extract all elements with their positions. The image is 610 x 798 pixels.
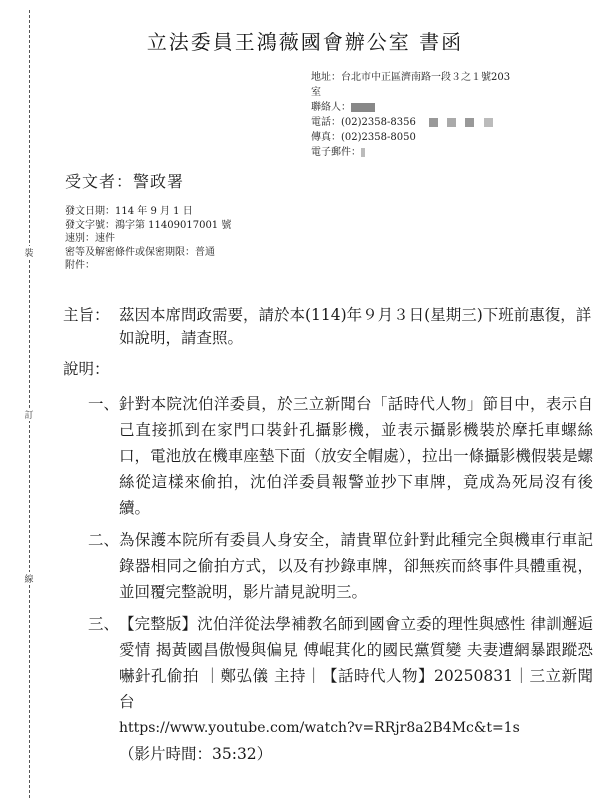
subject-label: 主旨： (63, 306, 110, 324)
document-meta (65, 205, 231, 273)
item-text: 【完整版】沈伯洋從法學補教名師到國會立委的理性與感性 律訓邂逅愛情 揭黃國昌傲慢與偏見 傅崐萁化的國民黨質變 夫妻遭網暴跟蹤恐嚇針孔偷拍 ｜鄭弘儀 主持｜【話時代人物】20250831｜三立新聞台 (119, 615, 593, 711)
address: 地址：台北市中正區濟南路一段３之１號203 (311, 72, 511, 83)
subject-text: 茲因本席問政需要，請於本(114)年９月３日(星期三)下班前惠復，詳如說明，請查照。 (119, 306, 592, 347)
redacted-name (351, 103, 375, 112)
binding-line (29, 10, 30, 798)
issue-date: 發文日期：114 年 9 月 1 日 (65, 206, 193, 217)
address-continued: 室 (311, 87, 321, 98)
video-duration: （影片時間：35:32） (119, 745, 273, 763)
explanation-item-3 (63, 611, 593, 767)
binding-mark-ding: 訂 (21, 408, 37, 421)
explanation-label: 說明： (63, 360, 110, 378)
redacted-mark (465, 118, 474, 127)
recipient: 受文者：警政署 (65, 172, 185, 191)
contact-person-label: 聯絡人： (311, 102, 351, 113)
subject (63, 304, 593, 350)
document-number: 發文字號：鴻字第 11409017001 號 (65, 219, 232, 231)
contact-block (311, 70, 581, 160)
redacted-mark (484, 118, 493, 127)
attachment: 附件： (65, 260, 95, 271)
phone: 電話：(02)2358-8356 (311, 117, 416, 128)
video-url[interactable]: https://www.youtube.com/watch?v=RRjr8a2B4Mc&t=1s (119, 720, 520, 736)
document-body (63, 304, 593, 767)
email-label: 電子郵件： (311, 147, 361, 158)
redacted-mark (447, 118, 456, 127)
item-number: 三、 (87, 615, 119, 633)
document-title: 立法委員王鴻薇國會辦公室 書函 (146, 30, 464, 54)
secrecy-level: 密等及解密條件或保密期限：普通 (65, 246, 215, 258)
redacted-mark (429, 118, 438, 127)
item-text: 為保護本院所有委員人身安全，請貴單位針對此種完全與機車行車記錄器相同之偷拍方式，以及有抄錄車牌，卻無疾而終事件具體重視，並回覆完整說明，影片請見說明三。 (119, 531, 593, 601)
item-number: 二、 (87, 531, 119, 549)
item-number: 一、 (87, 395, 119, 413)
explanation-item-1 (63, 391, 593, 521)
item-text: 針對本院沈伯洋委員，於三立新聞台「話時代人物」節目中，表示自己直接抓到在家門口裝針孔攝影機，並表示攝影機裝於摩托車螺絲口，電池放在機車座墊下面（放安全帽處），拉出一條攝影機假裝是螺絲從這樣來偷拍，沈伯洋委員報警並抄下車牌，竟成為死局沒有後續。 (119, 395, 593, 517)
phone-row (311, 115, 581, 130)
fax: 傳真：(02)2358-8050 (311, 132, 416, 143)
binding-mark-xian: 線 (21, 572, 37, 585)
explanation-item-2 (63, 527, 593, 605)
redacted-email (361, 148, 365, 157)
speed-class: 速別：速件 (65, 233, 115, 244)
binding-mark-zhuang: 裝 (21, 246, 37, 259)
contact-person-row (311, 100, 581, 115)
email-row (311, 145, 581, 160)
